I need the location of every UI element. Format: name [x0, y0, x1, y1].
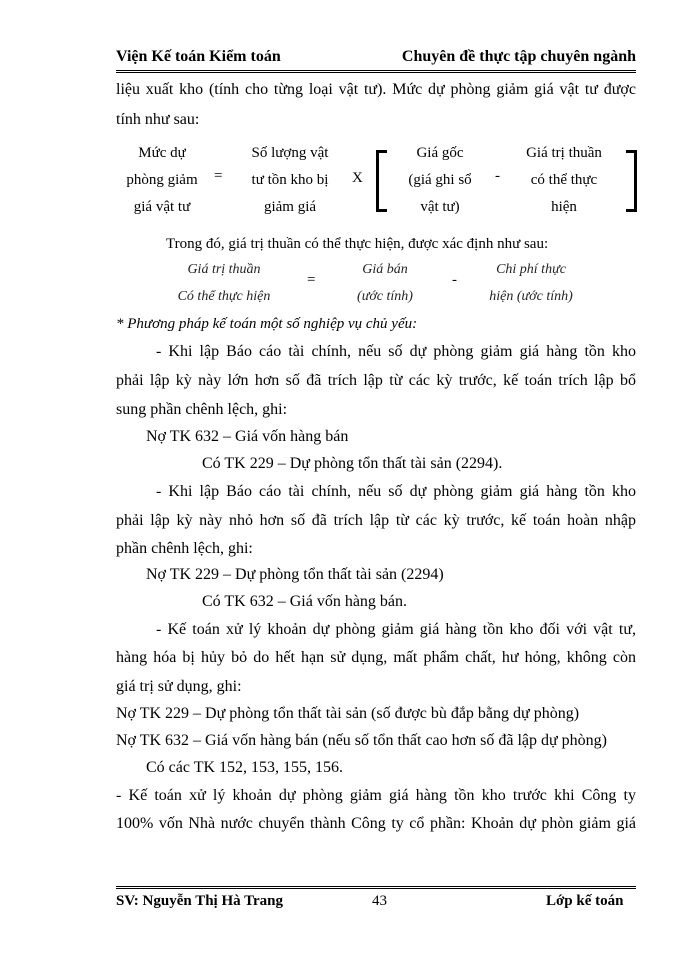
formula1-quantity-line: Số lượng vật: [251, 145, 329, 161]
para3-line-3: giá trị sử dụng, ghi:: [116, 678, 242, 695]
formula2-price-line: Giá bán: [362, 262, 408, 277]
para1-line-2: phải lập kỳ này lớn hơn số đã trích lập từ các kỳ trước, kế toán trích lập bổ: [116, 372, 636, 389]
footer-rule: [116, 886, 636, 889]
header-topic: Chuyên đề thực tập chuyên ngành: [401, 48, 636, 65]
formula2-cost: [470, 256, 592, 310]
method-heading: * Phương pháp kế toán một số nghiệp vụ chủ yếu:: [116, 316, 418, 332]
formula1-nrv: [512, 140, 616, 221]
para3-line-2: hàng hóa bị hủy bỏ do hết hạn sử dụng, mất phẩm chất, hư hỏng, không còn: [116, 649, 636, 666]
para4-line-1: - Kế toán xử lý khoản dự phòng giảm giá hàng tồn kho trước khi Công ty: [116, 787, 636, 804]
para3-debit-1: Nợ TK 229 – Dự phòng tổn thất tài sản (số được bù đắp bằng dự phòng): [116, 705, 580, 722]
formula1-cost-line: (giá ghi sổ: [408, 172, 472, 188]
formula1-left-bracket: [376, 150, 387, 212]
footer-student: SV: Nguyễn Thị Hà Trang: [116, 893, 283, 909]
para3-credit: Có các TK 152, 153, 155, 156.: [146, 759, 344, 776]
intro-line-1: liệu xuất kho (tính cho từng loại vật tư). Mức dự phòng giảm giá vật tư được: [116, 81, 636, 98]
formula1-quantity: [240, 140, 340, 221]
para2-line-2: phải lập kỳ này nhỏ hơn số đã trích lập từ các kỳ trước, kế toán hoàn nhập: [116, 512, 636, 529]
formula1-lhs-line: Mức dự: [138, 145, 186, 161]
header-institute: Viện Kế toán Kiểm toán: [116, 48, 281, 65]
formula1-times: X: [352, 170, 363, 186]
para1-line-1: - Khi lập Báo cáo tài chính, nếu số dự phòng giảm giá hàng tồn kho: [156, 343, 636, 360]
intro-line-2: tính như sau:: [116, 111, 200, 128]
formula1-right-bracket: [626, 150, 637, 212]
formula2-lhs: [160, 256, 288, 310]
para2-line-1: - Khi lập Báo cáo tài chính, nếu số dự phòng giảm giá hàng tồn kho: [156, 483, 636, 500]
formula2-lhs-line: Giá trị thuần: [187, 262, 261, 277]
formula1-lhs-line: giá vật tư: [133, 199, 191, 215]
formula1-cost-line: vật tư): [420, 199, 460, 215]
formula2-cost-line: Chi phí thực: [496, 262, 566, 277]
page-number: 43: [372, 893, 387, 909]
formula2-price-line: (ước tính): [357, 289, 413, 304]
page-header: [116, 48, 636, 70]
formula2-price: [340, 256, 430, 310]
formula1-nrv-line: hiện: [551, 199, 577, 215]
header-rule: [116, 70, 636, 73]
formula1-cost: [392, 140, 488, 221]
formula1-quantity-line: tư tồn kho bị: [251, 172, 329, 188]
para3-line-1: - Kế toán xử lý khoản dự phòng giảm giá hàng tồn kho đối với vật tư,: [156, 621, 636, 638]
formula1-quantity-line: giảm giá: [263, 199, 317, 215]
formula1-equals: =: [214, 168, 223, 184]
para2-debit: Nợ TK 229 – Dự phòng tổn thất tài sản (2294): [146, 566, 444, 583]
formula1-lhs-line: phòng giảm: [126, 172, 198, 188]
formula2-minus: -: [452, 272, 457, 288]
formula1-cost-line: Giá gốc: [416, 145, 464, 161]
para3-debit-2: Nợ TK 632 – Giá vốn hàng bán (nếu số tổn thất cao hơn số đã lập dự phòng): [116, 732, 607, 749]
para2-credit: Có TK 632 – Giá vốn hàng bán.: [202, 593, 408, 610]
nrv-intro: Trong đó, giá trị thuần có thể thực hiện, được xác định như sau:: [166, 236, 549, 252]
formula1-lhs: [116, 140, 208, 221]
formula1-nrv-line: Giá trị thuần: [526, 145, 602, 161]
footer-class: Lớp kế toán: [546, 893, 624, 909]
formula2-lhs-line: Có thể thực hiện: [177, 289, 271, 304]
formula1-minus: -: [495, 168, 500, 184]
formula2-equals: =: [307, 272, 316, 288]
formula2-cost-line: hiện (ước tính): [489, 289, 573, 304]
para2-line-3: phần chênh lệch, ghi:: [116, 540, 253, 557]
formula1-nrv-line: có thể thực: [530, 172, 598, 188]
para1-line-3: sung phần chênh lệch, ghi:: [116, 401, 288, 418]
para1-credit: Có TK 229 – Dự phòng tổn thất tài sản (2294).: [202, 455, 503, 472]
para4-line-2: 100% vốn Nhà nước chuyển thành Công ty cổ phần: Khoản dự phòn giảm giá: [116, 815, 636, 832]
para1-debit: Nợ TK 632 – Giá vốn hàng bán: [146, 428, 349, 445]
